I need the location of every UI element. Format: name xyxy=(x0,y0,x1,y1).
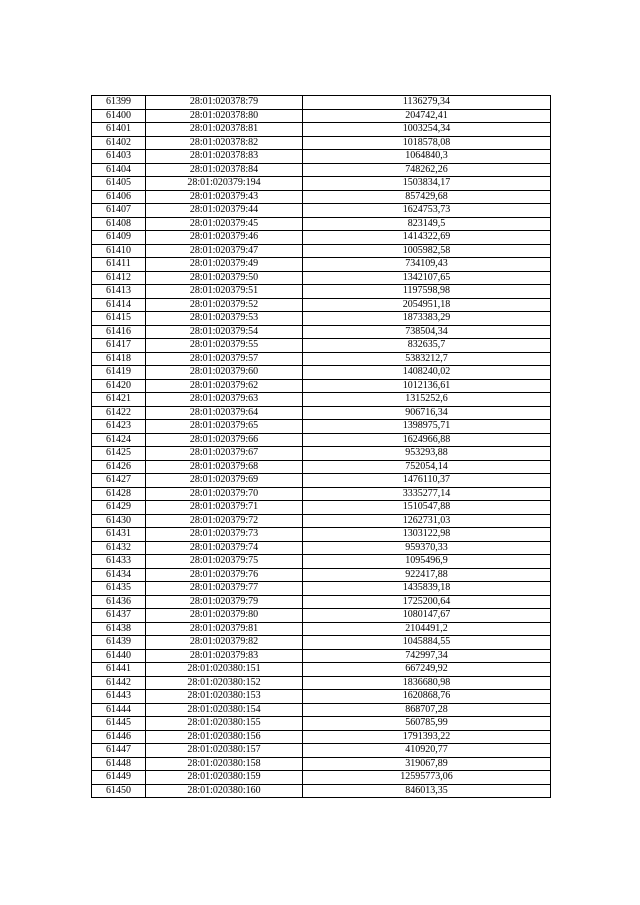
table-row xyxy=(92,420,551,434)
value-cell: 3335277,14 xyxy=(303,487,551,501)
value-cell: 1012136,61 xyxy=(303,379,551,393)
value-cell: 5383212,7 xyxy=(303,352,551,366)
value-cell: 868707,28 xyxy=(303,703,551,717)
cadastral-number-cell: 28:01:020379:67 xyxy=(146,447,303,461)
value-cell: 1315252,6 xyxy=(303,393,551,407)
cadastral-number-cell: 28:01:020379:81 xyxy=(146,622,303,636)
row-number-cell: 61449 xyxy=(92,771,146,785)
row-number-cell: 61442 xyxy=(92,676,146,690)
cadastral-number-cell: 28:01:020379:69 xyxy=(146,474,303,488)
value-cell: 1262731,03 xyxy=(303,514,551,528)
row-number-cell: 61408 xyxy=(92,217,146,231)
value-cell: 1510547,88 xyxy=(303,501,551,515)
table-row xyxy=(92,541,551,555)
cadastral-number-cell: 28:01:020378:83 xyxy=(146,150,303,164)
row-number-cell: 61434 xyxy=(92,568,146,582)
table-row xyxy=(92,582,551,596)
table-row xyxy=(92,771,551,785)
cadastral-number-cell: 28:01:020378:79 xyxy=(146,96,303,110)
cadastral-number-cell: 28:01:020379:55 xyxy=(146,339,303,353)
cadastral-number-cell: 28:01:020379:49 xyxy=(146,258,303,272)
value-cell: 959370,33 xyxy=(303,541,551,555)
table-row xyxy=(92,555,551,569)
table-row xyxy=(92,312,551,326)
cadastral-number-cell: 28:01:020379:50 xyxy=(146,271,303,285)
row-number-cell: 61423 xyxy=(92,420,146,434)
cadastral-number-cell: 28:01:020380:157 xyxy=(146,744,303,758)
table-row xyxy=(92,231,551,245)
table-body xyxy=(92,96,551,798)
row-number-cell: 61419 xyxy=(92,366,146,380)
row-number-cell: 61447 xyxy=(92,744,146,758)
table-row xyxy=(92,636,551,650)
value-cell: 1476110,37 xyxy=(303,474,551,488)
value-cell: 1303122,98 xyxy=(303,528,551,542)
value-cell: 1197598,98 xyxy=(303,285,551,299)
table-row xyxy=(92,366,551,380)
cadastral-number-cell: 28:01:020379:47 xyxy=(146,244,303,258)
table-row xyxy=(92,150,551,164)
table-row xyxy=(92,757,551,771)
table-row xyxy=(92,784,551,798)
row-number-cell: 61450 xyxy=(92,784,146,798)
table-row xyxy=(92,190,551,204)
value-cell: 1873383,29 xyxy=(303,312,551,326)
cadastral-value-table xyxy=(91,95,551,798)
cadastral-number-cell: 28:01:020380:151 xyxy=(146,663,303,677)
value-cell: 1136279,34 xyxy=(303,96,551,110)
cadastral-number-cell: 28:01:020379:68 xyxy=(146,460,303,474)
row-number-cell: 61432 xyxy=(92,541,146,555)
cadastral-number-cell: 28:01:020379:52 xyxy=(146,298,303,312)
cadastral-number-cell: 28:01:020380:156 xyxy=(146,730,303,744)
cadastral-number-cell: 28:01:020379:46 xyxy=(146,231,303,245)
cadastral-number-cell: 28:01:020379:70 xyxy=(146,487,303,501)
row-number-cell: 61425 xyxy=(92,447,146,461)
cadastral-number-cell: 28:01:020380:155 xyxy=(146,717,303,731)
cadastral-number-cell: 28:01:020380:159 xyxy=(146,771,303,785)
value-cell: 1342107,65 xyxy=(303,271,551,285)
table-row xyxy=(92,352,551,366)
cadastral-number-cell: 28:01:020379:63 xyxy=(146,393,303,407)
row-number-cell: 61417 xyxy=(92,339,146,353)
row-number-cell: 61439 xyxy=(92,636,146,650)
cadastral-number-cell: 28:01:020379:71 xyxy=(146,501,303,515)
row-number-cell: 61400 xyxy=(92,109,146,123)
row-number-cell: 61446 xyxy=(92,730,146,744)
cadastral-number-cell: 28:01:020379:74 xyxy=(146,541,303,555)
table-row xyxy=(92,460,551,474)
table-row xyxy=(92,447,551,461)
value-cell: 748262,26 xyxy=(303,163,551,177)
table-row xyxy=(92,514,551,528)
table-row xyxy=(92,663,551,677)
value-cell: 1408240,02 xyxy=(303,366,551,380)
value-cell: 752054,14 xyxy=(303,460,551,474)
table-row xyxy=(92,379,551,393)
cadastral-number-cell: 28:01:020379:64 xyxy=(146,406,303,420)
row-number-cell: 61403 xyxy=(92,150,146,164)
row-number-cell: 61420 xyxy=(92,379,146,393)
value-cell: 738504,34 xyxy=(303,325,551,339)
table-row xyxy=(92,177,551,191)
row-number-cell: 61436 xyxy=(92,595,146,609)
row-number-cell: 61422 xyxy=(92,406,146,420)
row-number-cell: 61445 xyxy=(92,717,146,731)
cadastral-number-cell: 28:01:020379:82 xyxy=(146,636,303,650)
table-row xyxy=(92,649,551,663)
table-row xyxy=(92,298,551,312)
cadastral-number-cell: 28:01:020379:44 xyxy=(146,204,303,218)
value-cell: 1398975,71 xyxy=(303,420,551,434)
value-cell: 1791393,22 xyxy=(303,730,551,744)
table-row xyxy=(92,258,551,272)
row-number-cell: 61426 xyxy=(92,460,146,474)
row-number-cell: 61410 xyxy=(92,244,146,258)
table-row xyxy=(92,622,551,636)
row-number-cell: 61404 xyxy=(92,163,146,177)
table-row xyxy=(92,690,551,704)
row-number-cell: 61409 xyxy=(92,231,146,245)
row-number-cell: 61415 xyxy=(92,312,146,326)
value-cell: 2054951,18 xyxy=(303,298,551,312)
cadastral-number-cell: 28:01:020379:45 xyxy=(146,217,303,231)
cadastral-number-cell: 28:01:020378:82 xyxy=(146,136,303,150)
table-row xyxy=(92,339,551,353)
cadastral-number-cell: 28:01:020379:76 xyxy=(146,568,303,582)
table-row xyxy=(92,568,551,582)
row-number-cell: 61435 xyxy=(92,582,146,596)
table-row xyxy=(92,487,551,501)
value-cell: 12595773,06 xyxy=(303,771,551,785)
cadastral-number-cell: 28:01:020379:80 xyxy=(146,609,303,623)
table-row xyxy=(92,96,551,110)
cadastral-number-cell: 28:01:020379:77 xyxy=(146,582,303,596)
row-number-cell: 61412 xyxy=(92,271,146,285)
row-number-cell: 61444 xyxy=(92,703,146,717)
row-number-cell: 61405 xyxy=(92,177,146,191)
row-number-cell: 61440 xyxy=(92,649,146,663)
value-cell: 846013,35 xyxy=(303,784,551,798)
table-row xyxy=(92,109,551,123)
table-row xyxy=(92,325,551,339)
value-cell: 667249,92 xyxy=(303,663,551,677)
row-number-cell: 61438 xyxy=(92,622,146,636)
cadastral-number-cell: 28:01:020378:84 xyxy=(146,163,303,177)
row-number-cell: 61424 xyxy=(92,433,146,447)
value-cell: 1080147,67 xyxy=(303,609,551,623)
value-cell: 1624753,73 xyxy=(303,204,551,218)
row-number-cell: 61402 xyxy=(92,136,146,150)
value-cell: 1503834,17 xyxy=(303,177,551,191)
table-row xyxy=(92,528,551,542)
table-row xyxy=(92,501,551,515)
value-cell: 319067,89 xyxy=(303,757,551,771)
value-cell: 1018578,08 xyxy=(303,136,551,150)
value-cell: 1725200,64 xyxy=(303,595,551,609)
row-number-cell: 61429 xyxy=(92,501,146,515)
value-cell: 1620868,76 xyxy=(303,690,551,704)
value-cell: 823149,5 xyxy=(303,217,551,231)
table-row xyxy=(92,474,551,488)
row-number-cell: 61437 xyxy=(92,609,146,623)
value-cell: 2104491,2 xyxy=(303,622,551,636)
cadastral-number-cell: 28:01:020379:60 xyxy=(146,366,303,380)
table-row xyxy=(92,703,551,717)
row-number-cell: 61421 xyxy=(92,393,146,407)
table-row xyxy=(92,204,551,218)
cadastral-number-cell: 28:01:020380:153 xyxy=(146,690,303,704)
row-number-cell: 61433 xyxy=(92,555,146,569)
row-number-cell: 61418 xyxy=(92,352,146,366)
row-number-cell: 61428 xyxy=(92,487,146,501)
table-row xyxy=(92,136,551,150)
table-row xyxy=(92,406,551,420)
row-number-cell: 61406 xyxy=(92,190,146,204)
value-cell: 906716,34 xyxy=(303,406,551,420)
table-row xyxy=(92,285,551,299)
cadastral-number-cell: 28:01:020379:79 xyxy=(146,595,303,609)
table-row xyxy=(92,595,551,609)
table-row xyxy=(92,717,551,731)
cadastral-number-cell: 28:01:020379:53 xyxy=(146,312,303,326)
value-cell: 953293,88 xyxy=(303,447,551,461)
table-row xyxy=(92,433,551,447)
value-cell: 1003254,34 xyxy=(303,123,551,137)
value-cell: 560785,99 xyxy=(303,717,551,731)
table-row xyxy=(92,244,551,258)
table-row xyxy=(92,163,551,177)
row-number-cell: 61399 xyxy=(92,96,146,110)
cadastral-number-cell: 28:01:020379:73 xyxy=(146,528,303,542)
cadastral-number-cell: 28:01:020380:158 xyxy=(146,757,303,771)
row-number-cell: 61416 xyxy=(92,325,146,339)
row-number-cell: 61413 xyxy=(92,285,146,299)
row-number-cell: 61431 xyxy=(92,528,146,542)
cadastral-number-cell: 28:01:020379:83 xyxy=(146,649,303,663)
row-number-cell: 61401 xyxy=(92,123,146,137)
cadastral-number-cell: 28:01:020379:43 xyxy=(146,190,303,204)
cadastral-number-cell: 28:01:020379:62 xyxy=(146,379,303,393)
row-number-cell: 61430 xyxy=(92,514,146,528)
cadastral-number-cell: 28:01:020380:160 xyxy=(146,784,303,798)
cadastral-number-cell: 28:01:020380:154 xyxy=(146,703,303,717)
value-cell: 410920,77 xyxy=(303,744,551,758)
value-cell: 857429,68 xyxy=(303,190,551,204)
value-cell: 832635,7 xyxy=(303,339,551,353)
table-row xyxy=(92,123,551,137)
cadastral-number-cell: 28:01:020379:75 xyxy=(146,555,303,569)
value-cell: 1414322,69 xyxy=(303,231,551,245)
table-row xyxy=(92,676,551,690)
cadastral-number-cell: 28:01:020379:66 xyxy=(146,433,303,447)
value-cell: 734109,43 xyxy=(303,258,551,272)
value-cell: 1045884,55 xyxy=(303,636,551,650)
cadastral-number-cell: 28:01:020379:72 xyxy=(146,514,303,528)
table-row xyxy=(92,271,551,285)
table-row xyxy=(92,730,551,744)
value-cell: 742997,34 xyxy=(303,649,551,663)
value-cell: 1435839,18 xyxy=(303,582,551,596)
value-cell: 1005982,58 xyxy=(303,244,551,258)
table-row xyxy=(92,609,551,623)
cadastral-number-cell: 28:01:020379:54 xyxy=(146,325,303,339)
value-cell: 1064840,3 xyxy=(303,150,551,164)
cadastral-number-cell: 28:01:020379:65 xyxy=(146,420,303,434)
value-cell: 1624966,88 xyxy=(303,433,551,447)
value-cell: 204742,41 xyxy=(303,109,551,123)
table-row xyxy=(92,217,551,231)
value-cell: 922417,88 xyxy=(303,568,551,582)
cadastral-number-cell: 28:01:020379:194 xyxy=(146,177,303,191)
value-cell: 1095496,9 xyxy=(303,555,551,569)
row-number-cell: 61448 xyxy=(92,757,146,771)
row-number-cell: 61427 xyxy=(92,474,146,488)
value-cell: 1836680,98 xyxy=(303,676,551,690)
row-number-cell: 61443 xyxy=(92,690,146,704)
row-number-cell: 61411 xyxy=(92,258,146,272)
row-number-cell: 61441 xyxy=(92,663,146,677)
table-row xyxy=(92,393,551,407)
cadastral-number-cell: 28:01:020378:80 xyxy=(146,109,303,123)
cadastral-number-cell: 28:01:020378:81 xyxy=(146,123,303,137)
row-number-cell: 61407 xyxy=(92,204,146,218)
row-number-cell: 61414 xyxy=(92,298,146,312)
cadastral-number-cell: 28:01:020379:57 xyxy=(146,352,303,366)
table-row xyxy=(92,744,551,758)
cadastral-number-cell: 28:01:020379:51 xyxy=(146,285,303,299)
cadastral-number-cell: 28:01:020380:152 xyxy=(146,676,303,690)
